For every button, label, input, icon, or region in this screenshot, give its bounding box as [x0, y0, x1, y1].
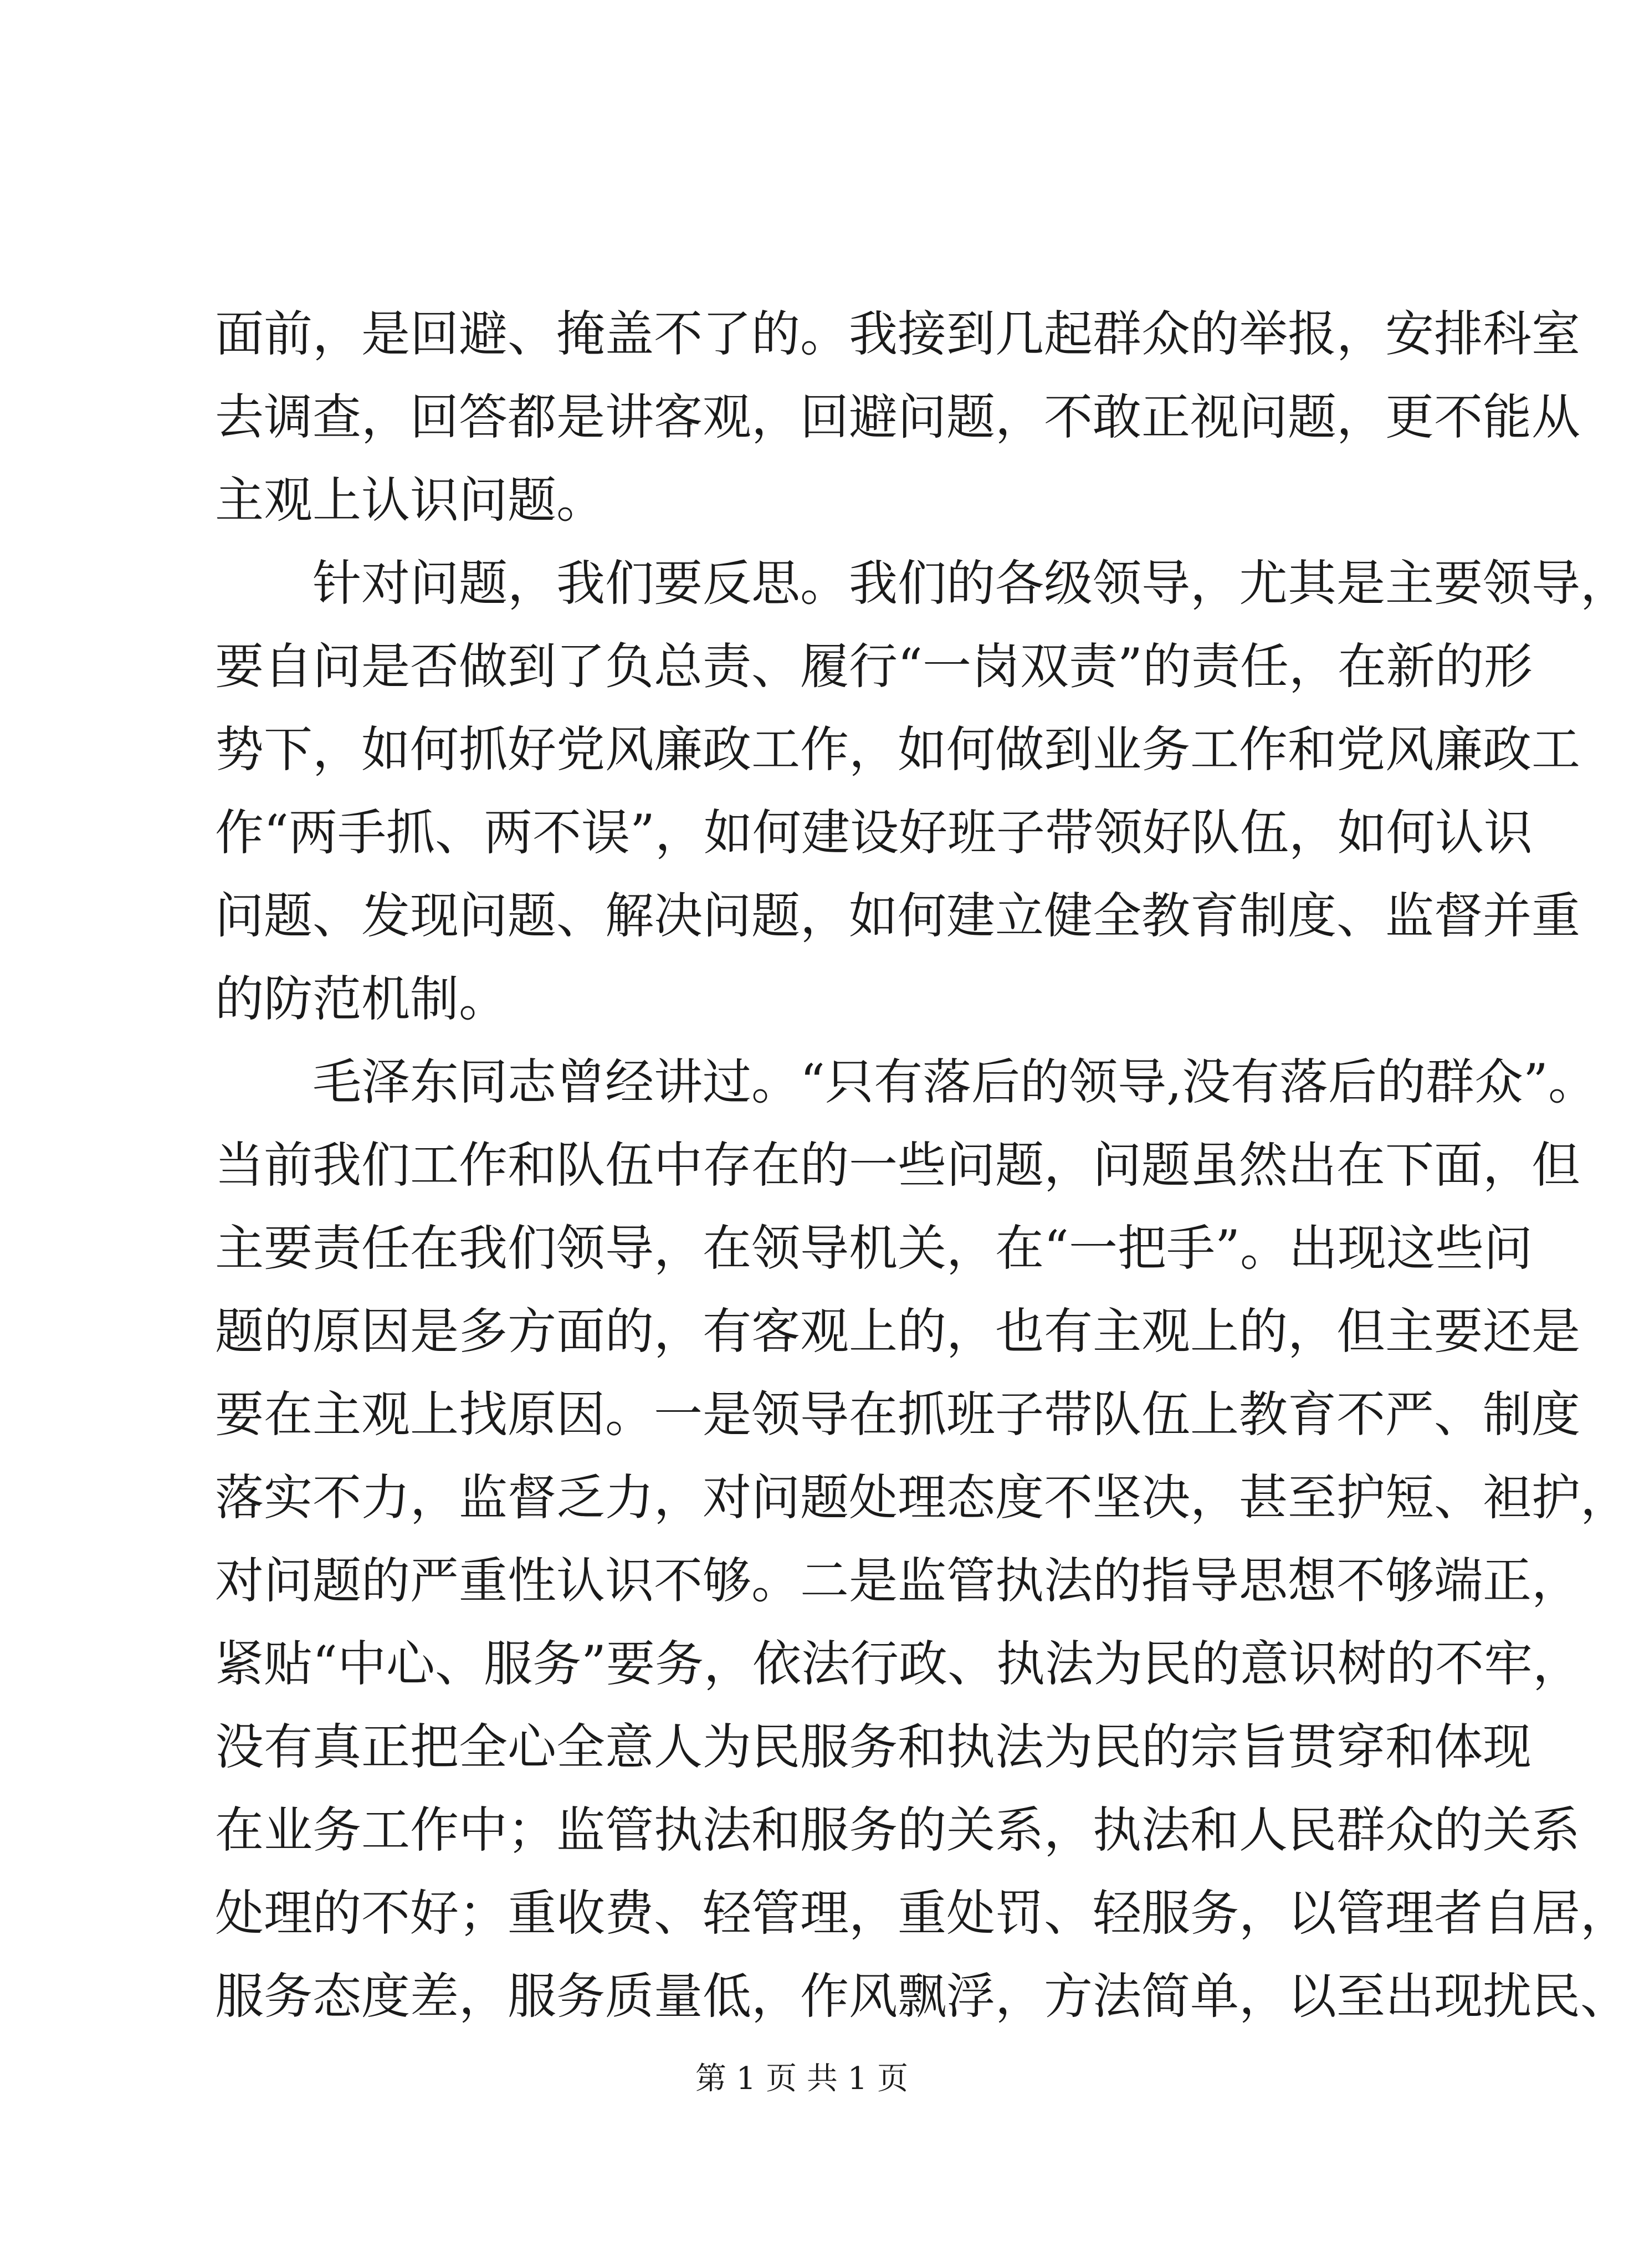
text-line: 要自问是否做到了负总责、履行“一岗双责”的责任，在新的形 — [215, 638, 1533, 695]
text-line: 主要责任在我们领导，在领导机关，在“一把手”。出现这些问 — [215, 1220, 1533, 1277]
text-line: 去调查，回答都是讲客观，回避问题，不敢正视问题，更不能从 — [215, 388, 1581, 446]
text-line: 面前，是回避、掩盖不了的。我接到几起群众的举报，安排科室 — [215, 305, 1581, 362]
paragraph-start-line: 毛泽东同志曾经讲过。“只有落后的领导,没有落后的群众”。 — [313, 1053, 1597, 1110]
text-line: 主观上认识问题。 — [215, 472, 606, 529]
text-line: 服务态度差，服务质量低，作风飘浮，方法简单，以至出现扰民、 — [215, 1968, 1629, 2025]
paragraph-start-line: 针对问题，我们要反思。我们的各级领导，尤其是主要领导， — [313, 555, 1629, 612]
text-line: 要在主观上找原因。一是领导在抓班子带队伍上教育不严、制度 — [215, 1386, 1581, 1443]
text-line: 当前我们工作和队伍中存在的一些问题，问题虽然出在下面，但 — [215, 1136, 1581, 1194]
text-line: 作“两手抓、两不误”，如何建设好班子带领好队伍，如何认识 — [215, 804, 1533, 861]
text-line: 题的原因是多方面的，有客观上的，也有主观上的，但主要还是 — [215, 1303, 1581, 1360]
text-line: 落实不力，监督乏力，对问题处理态度不坚决，甚至护短、袒护， — [215, 1469, 1629, 1526]
text-line: 对问题的严重性认识不够。二是监管执法的指导思想不够端正， — [215, 1552, 1581, 1609]
text-line: 紧贴“中心、服务”要务，依法行政、执法为民的意识树的不牢， — [215, 1635, 1581, 1692]
text-line: 的防范机制。 — [215, 970, 508, 1027]
text-line: 势下，如何抓好党风廉政工作，如何做到业务工作和党风廉政工 — [215, 721, 1581, 778]
page-footer: 第 1 页 共 1 页 — [695, 2061, 909, 2097]
text-line: 问题、发现问题、解决问题，如何建立健全教育制度、监督并重 — [215, 887, 1581, 944]
text-line: 没有真正把全心全意人为民服务和执法为民的宗旨贯穿和体现 — [215, 1718, 1532, 1775]
text-line: 在业务工作中；监管执法和服务的关系，执法和人民群众的关系 — [215, 1801, 1581, 1859]
text-line: 处理的不好；重收费、轻管理，重处罚、轻服务，以管理者自居， — [215, 1885, 1629, 1942]
body-text — [215, 293, 1629, 2038]
